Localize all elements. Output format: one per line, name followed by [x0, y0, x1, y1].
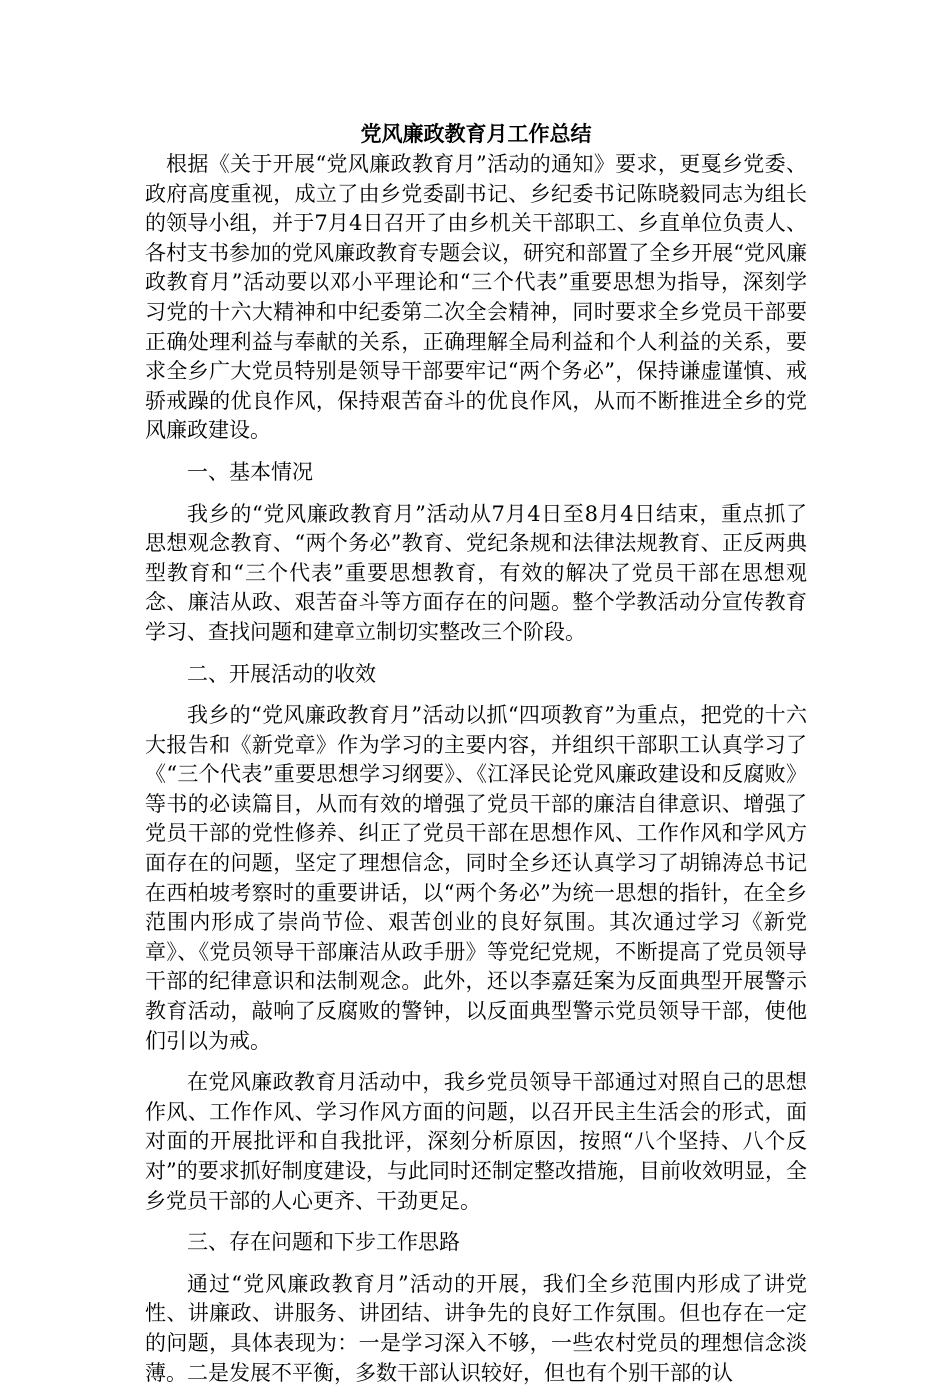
document-page — [145, 118, 807, 1388]
section2-paragraph-2: 在党风廉政教育月活动中，我乡党员领导干部通过对照自己的思想作风、工作作风、学习作风方面的问题，以召开民主生活会的形式，面对面的开展批评和自我批评，深刻分析原因，按照“八个坚持、八个反对”的要求抓好制度建设，与此同时还制定整改措施，目前收效明显，全乡党员干部的人心更齐、干劲更足。 — [145, 1070, 807, 1213]
section-heading-results: 二、开展活动的收效 — [187, 661, 376, 686]
section1-paragraph: 我乡的“党风廉政教育月”活动从7月4日至8月4日结束，重点抓了思想观念教育、“两个务必”教育、党纪条规和法律法规教育、正反两典型教育和“三个代表”重要思想教育，有效的解决了党员干部在思想观念、廉洁从政、艰苦奋斗等方面存在的问题。整个学教活动分宣传教育学习、查找问题和建章立制切实整改三个阶段。 — [145, 501, 807, 644]
section2-paragraph-1: 我乡的“党风廉政教育月”活动以抓“四项教育”为重点，把党的十六大报告和《新党章》作为学习的主要内容，并组织干部职工认真学习了《“三个代表”重要思想学习纲要》、《江泽民论党风廉政建设和反腐败》等书的必读篇目，从而有效的增强了党员干部的廉洁自律意识、增强了党员干部的党性修养、纠正了党员干部在思想作风、工作作风和学风方面存在的问题，坚定了理想信念，同时全乡还认真学习了胡锦涛总书记在西柏坡考察时的重要讲话，以“两个务必”为统一思想的指针，在全乡范围内形成了崇尚节俭、艰苦创业的良好氛围。其次通过学习《新党章》、《党员领导干部廉洁从政手册》等党纪党规，不断提高了党员领导干部的纪律意识和法制观念。此外，还以李嘉廷案为反面典型开展警示教育活动，敲响了反腐败的警钟，以反面典型警示党员领导干部，使他们引以为戒。 — [145, 703, 807, 1053]
section-heading-basic-situation: 一、基本情况 — [187, 459, 313, 484]
section3-paragraph: 通过“党风廉政教育月”活动的开展，我们全乡范围内形成了讲党性、讲廉政、讲服务、讲团结、讲争先的良好工作氛围。但也存在一定的问题，具体表现为：一是学习深入不够，一些农村党员的理想信念淡薄。二是发展不平衡，多数干部认识较好，但也有个别干部的认 — [145, 1271, 807, 1385]
document-title: 党风廉政教育月工作总结 — [360, 121, 592, 146]
section-heading-problems: 三、存在问题和下步工作思路 — [187, 1230, 460, 1255]
intro-paragraph: 根据《关于开展“党风廉政教育月”活动的通知》要求，更戛乡党委、政府高度重视，成立了由乡党委副书记、乡纪委书记陈晓毅同志为组长的领导小组，并于7月4日召开了由乡机关干部职工、乡直单位负责人、各村支书参加的党风廉政教育专题会议，研究和部置了全乡开展“党风廉政教育月”活动要以邓小平理论和“三个代表”重要思想为指导，深刻学习党的十六大精神和中纪委第二次全会精神，同时要求全乡党员干部要正确处理利益与奉献的关系，正确理解全局利益和个人利益的关系，要求全乡广大党员特别是领导干部要牢记“两个务必”，保持谦虚谨慎、戒骄戒躁的优良作风，保持艰苦奋斗的优良作风，从而不断推进全乡的党风廉政建设。 — [145, 152, 807, 443]
